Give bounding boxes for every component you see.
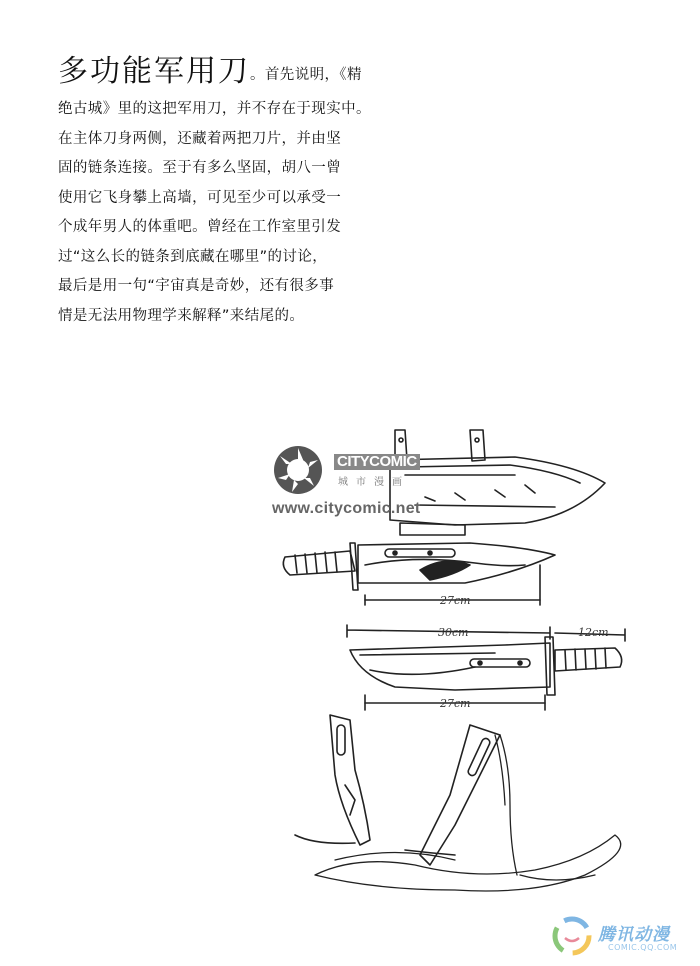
top-blade-length-label: 27cm <box>440 594 471 607</box>
citycomic-watermark <box>268 440 438 520</box>
article-first-line <box>58 52 398 95</box>
bottom-handle-length-label: 12cm <box>578 626 609 639</box>
article-line-3: 在主体刀身两侧，还藏着两把刀片，并由坚 <box>58 130 342 147</box>
article-line-8: 最后是用一句“宇宙真是奇妙，还有很多事 <box>58 278 335 294</box>
article-line-7: 过“这么长的链条到底藏在哪里”的讨论， <box>58 248 328 265</box>
corner-brand-url: COMIC.QQ.COM <box>608 943 678 952</box>
article-line-4: 固的链条连接。至于有多么坚固，胡八一曾 <box>58 160 342 176</box>
tencent-swirl-icon <box>550 914 594 958</box>
article-line-5: 使用它飞身攀上高墙，可见至少可以承受一 <box>58 189 342 206</box>
watermark-url: www.citycomic.net <box>272 500 421 517</box>
watermark-brand: CITYCOMIC <box>334 454 420 470</box>
article-line-9: 情是无法用物理学来解释”来结尾的。 <box>58 307 305 324</box>
camera-aperture-icon <box>268 442 328 498</box>
top-knife-drawing <box>283 543 555 605</box>
article-text <box>58 52 398 331</box>
article-title: 多功能军用刀 <box>58 54 250 89</box>
watermark-subtitle: 城市漫画 <box>338 477 410 488</box>
bottom-blade-length-label: 27cm <box>440 697 471 710</box>
corner-brand-name: 腾讯动漫 <box>598 925 670 945</box>
article-line-6: 个成年男人的体重吧。曾经在工作室里引发 <box>58 219 342 235</box>
chained-blades-drawing <box>295 715 621 891</box>
tencent-comic-logo <box>548 914 693 958</box>
article-line-2: 绝古城》里的这把军用刀，并不存在于现实中。 <box>58 101 371 117</box>
bottom-total-length-label: 30cm <box>438 626 469 639</box>
article-line-1: 。首先说明，《精 <box>250 67 362 83</box>
